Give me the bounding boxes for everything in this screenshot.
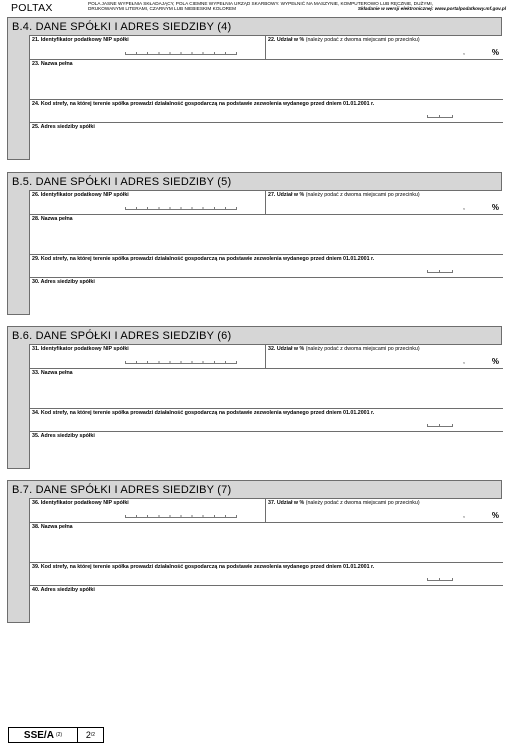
zone-code-boxes[interactable] [427, 115, 453, 118]
share-hint: (należy podać z dwoma miejscami po przecinku) [305, 37, 420, 43]
section-b4 [7, 17, 502, 160]
page-number-box [78, 727, 104, 743]
page-total: /2 [90, 732, 96, 738]
section-fields [29, 344, 502, 469]
nip-label: 36. Identyfikator podatkowy NIP spółki [32, 500, 129, 506]
section-fields [29, 498, 502, 623]
nip-field[interactable] [30, 191, 266, 214]
form-version: (2) [55, 732, 63, 738]
section-title: B.7. DANE SPÓŁKI I ADRES SIEDZIBY (7) [12, 484, 232, 496]
zone-field[interactable] [30, 409, 503, 432]
share-label: 37. Udział w % [268, 500, 305, 506]
share-field[interactable] [266, 345, 503, 368]
instructions-line-1: POLA JASNE WYPEŁNIA SKŁADAJĄCY, POLA CIEMNE WYPEŁNIA URZĄD SKARBOWY. WYPEŁNIĆ NA MASZYNIE, KOMPUTEROWO LUB RĘCZNIE, DUŻYMI, [88, 1, 433, 6]
address-field[interactable] [30, 123, 503, 161]
share-hint: (należy podać z dwoma miejscami po przecinku) [305, 346, 420, 352]
zone-label: 39. Kod strefy, na której terenie spółka prowadzi działalność gospodarczą na podstawie zezwolenia wydanego przed dniem 01.01.2001 r. [32, 564, 375, 570]
section-b6 [7, 326, 502, 469]
nip-digit-boxes[interactable] [125, 207, 237, 210]
form-code-box [8, 727, 78, 743]
name-field[interactable] [30, 523, 503, 563]
address-label: 25. Adres siedziby spółki [32, 124, 95, 130]
decimal-comma: , [463, 49, 465, 56]
address-label: 40. Adres siedziby spółki [32, 587, 95, 593]
name-field[interactable] [30, 369, 503, 409]
brand-label: POLTAX [11, 2, 53, 14]
instructions-line-2: DRUKOWANYMI LITERAMI, CZARNYM LUB NIEBIESKIM KOLOREM [88, 6, 237, 12]
percent-sign: % [491, 511, 499, 520]
page-number: 2 [85, 730, 91, 740]
nip-digit-boxes[interactable] [125, 361, 237, 364]
online-note: Składanie w wersji elektronicznej: www.portalpodatkowy.mf.gov.pl [357, 6, 506, 12]
name-label: 38. Nazwa pełna [32, 524, 73, 530]
name-label: 23. Nazwa pełna [32, 61, 73, 67]
zone-code-boxes[interactable] [427, 578, 453, 581]
zone-code-boxes[interactable] [427, 424, 453, 427]
zone-code-boxes[interactable] [427, 270, 453, 273]
percent-sign: % [491, 48, 499, 57]
decimal-comma: , [463, 512, 465, 519]
zone-label: 29. Kod strefy, na której terenie spółka prowadzi działalność gospodarczą na podstawie zezwolenia wydanego przed dniem 01.01.2001 r. [32, 256, 375, 262]
page-header [0, 0, 510, 15]
share-hint: (należy podać z dwoma miejscami po przecinku) [305, 500, 420, 506]
section-title: B.5. DANE SPÓŁKI I ADRES SIEDZIBY (5) [12, 176, 232, 188]
share-label: 22. Udział w % [268, 37, 305, 43]
section-title: B.6. DANE SPÓŁKI I ADRES SIEDZIBY (6) [12, 330, 232, 342]
name-field[interactable] [30, 215, 503, 255]
nip-label: 21. Identyfikator podatkowy NIP spółki [32, 37, 129, 43]
zone-label: 34. Kod strefy, na której terenie spółka prowadzi działalność gospodarczą na podstawie zezwolenia wydanego przed dniem 01.01.2001 r. [32, 410, 375, 416]
name-label: 33. Nazwa pełna [32, 370, 73, 376]
nip-label: 31. Identyfikator podatkowy NIP spółki [32, 346, 129, 352]
instructions [88, 1, 506, 12]
nip-digit-boxes[interactable] [125, 52, 237, 55]
address-field[interactable] [30, 278, 503, 316]
section-title: B.4. DANE SPÓŁKI I ADRES SIEDZIBY (4) [12, 21, 232, 33]
section-b7 [7, 480, 502, 623]
address-field[interactable] [30, 432, 503, 470]
nip-digit-boxes[interactable] [125, 515, 237, 518]
share-label: 27. Udział w % [268, 192, 305, 198]
nip-field[interactable] [30, 499, 266, 522]
page-footer [8, 727, 104, 743]
decimal-comma: , [463, 204, 465, 211]
percent-sign: % [491, 357, 499, 366]
percent-sign: % [491, 203, 499, 212]
section-fields [29, 35, 502, 160]
zone-field[interactable] [30, 255, 503, 278]
decimal-comma: , [463, 358, 465, 365]
address-field[interactable] [30, 586, 503, 624]
share-field[interactable] [266, 499, 503, 522]
zone-field[interactable] [30, 100, 503, 123]
nip-label: 26. Identyfikator podatkowy NIP spółki [32, 192, 129, 198]
address-label: 30. Adres siedziby spółki [32, 279, 95, 285]
share-label: 32. Udział w % [268, 346, 305, 352]
section-fields [29, 190, 502, 315]
name-label: 28. Nazwa pełna [32, 216, 73, 222]
name-field[interactable] [30, 60, 503, 100]
nip-field[interactable] [30, 345, 266, 368]
share-field[interactable] [266, 36, 503, 59]
section-b5 [7, 172, 502, 315]
zone-field[interactable] [30, 563, 503, 586]
share-field[interactable] [266, 191, 503, 214]
form-code: SSE/A [23, 729, 54, 741]
nip-field[interactable] [30, 36, 266, 59]
address-label: 35. Adres siedziby spółki [32, 433, 95, 439]
share-hint: (należy podać z dwoma miejscami po przecinku) [305, 192, 420, 198]
zone-label: 24. Kod strefy, na której terenie spółka prowadzi działalność gospodarczą na podstawie zezwolenia wydanego przed dniem 01.01.2001 r. [32, 101, 375, 107]
